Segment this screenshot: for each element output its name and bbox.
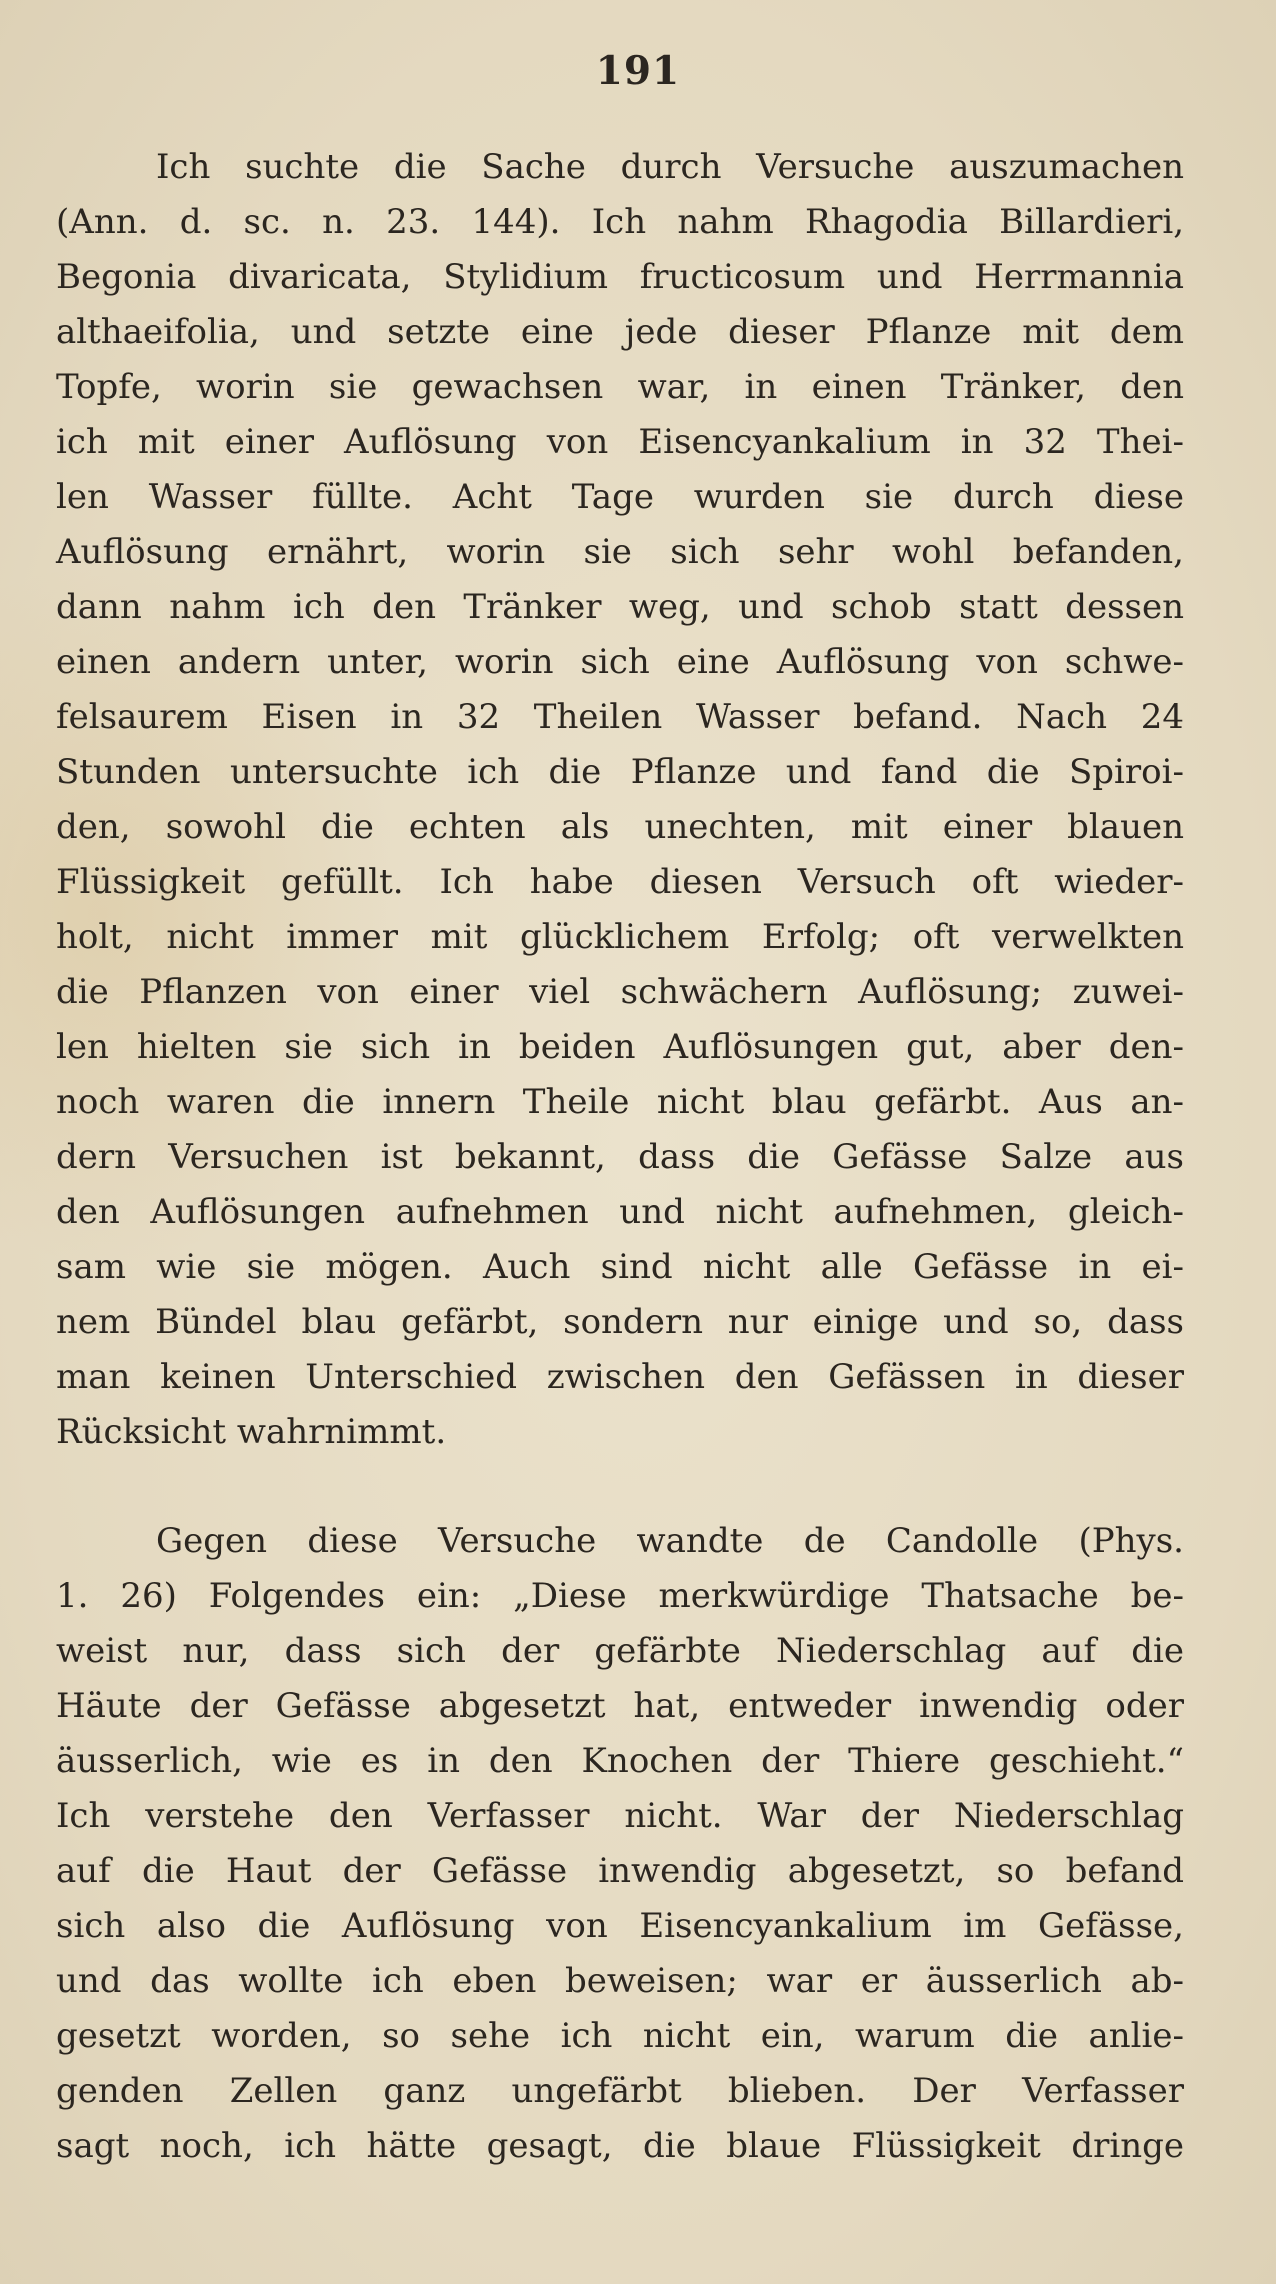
text-line: gesetzt worden, so sehe ich nicht ein, warum die anlie- bbox=[56, 2016, 1184, 2056]
text-line: sagt noch, ich hätte gesagt, die blaue Flüssigkeit dringe bbox=[56, 2126, 1184, 2166]
text-line: die Pflanzen von einer viel schwächern Auflösung; zuwei- bbox=[56, 972, 1184, 1012]
text-line: len hielten sie sich in beiden Auflösungen gut, aber den- bbox=[56, 1027, 1184, 1067]
text-line: und das wollte ich eben beweisen; war er äusserlich ab- bbox=[56, 1961, 1184, 2001]
paragraph-2 bbox=[56, 1514, 1184, 2174]
text-line: ich mit einer Auflösung von Eisencyankalium in 32 Thei- bbox=[56, 422, 1184, 462]
text-line: len Wasser füllte. Acht Tage wurden sie durch diese bbox=[56, 477, 1184, 517]
text-line: sam wie sie mögen. Auch sind nicht alle Gefässe in ei- bbox=[56, 1247, 1184, 1287]
text-line: Begonia divaricata, Stylidium fructicosum und Herrmannia bbox=[56, 257, 1184, 297]
text-line: althaeifolia, und setzte eine jede dieser Pflanze mit dem bbox=[56, 312, 1184, 352]
text-line: Stunden untersuchte ich die Pflanze und fand die Spiroi- bbox=[56, 752, 1184, 792]
text-line: 1. 26) Folgendes ein: „Diese merkwürdige Thatsache be- bbox=[56, 1576, 1184, 1616]
text-line: genden Zellen ganz ungefärbt blieben. Der Verfasser bbox=[56, 2071, 1184, 2111]
text-line: Ich verstehe den Verfasser nicht. War der Niederschlag bbox=[56, 1796, 1184, 1836]
text-line: nem Bündel blau gefärbt, sondern nur einige und so, dass bbox=[56, 1302, 1184, 1342]
text-line: dann nahm ich den Tränker weg, und schob statt dessen bbox=[56, 587, 1184, 627]
text-line: Rücksicht wahrnimmt. bbox=[56, 1412, 447, 1452]
text-line: Topfe, worin sie gewachsen war, in einen Tränker, den bbox=[56, 367, 1184, 407]
text-line: felsaurem Eisen in 32 Theilen Wasser befand. Nach 24 bbox=[56, 697, 1184, 737]
text-line: den, sowohl die echten als unechten, mit einer blauen bbox=[56, 807, 1184, 847]
text-line: Gegen diese Versuche wandte de Candolle (Phys. bbox=[156, 1521, 1184, 1561]
text-line: (Ann. d. sc. n. 23. 144). Ich nahm Rhagodia Billardieri, bbox=[56, 202, 1184, 242]
text-line: den Auflösungen aufnehmen und nicht aufnehmen, gleich- bbox=[56, 1192, 1184, 1232]
text-line: weist nur, dass sich der gefärbte Niederschlag auf die bbox=[56, 1631, 1184, 1671]
text-line: Flüssigkeit gefüllt. Ich habe diesen Versuch oft wieder- bbox=[56, 862, 1184, 902]
paragraph-1 bbox=[56, 140, 1184, 1460]
text-line: holt, nicht immer mit glücklichem Erfolg; oft verwelkten bbox=[56, 917, 1184, 957]
text-line: noch waren die innern Theile nicht blau gefärbt. Aus an- bbox=[56, 1082, 1184, 1122]
text-line: man keinen Unterschied zwischen den Gefässen in dieser bbox=[56, 1357, 1184, 1397]
text-line: auf die Haut der Gefässe inwendig abgesetzt, so befand bbox=[56, 1851, 1184, 1891]
text-line: Auflösung ernährt, worin sie sich sehr wohl befanden, bbox=[56, 532, 1184, 572]
text-line: Ich suchte die Sache durch Versuche auszumachen bbox=[156, 147, 1184, 187]
text-line: Häute der Gefässe abgesetzt hat, entweder inwendig oder bbox=[56, 1686, 1184, 1726]
text-line: einen andern unter, worin sich eine Auflösung von schwe- bbox=[56, 642, 1184, 682]
text-line: dern Versuchen ist bekannt, dass die Gefässe Salze aus bbox=[56, 1137, 1184, 1177]
page-number: 191 bbox=[595, 48, 681, 94]
text-line: äusserlich, wie es in den Knochen der Thiere geschieht.“ bbox=[56, 1741, 1184, 1781]
text-line: sich also die Auflösung von Eisencyankalium im Gefässe, bbox=[56, 1906, 1184, 1946]
